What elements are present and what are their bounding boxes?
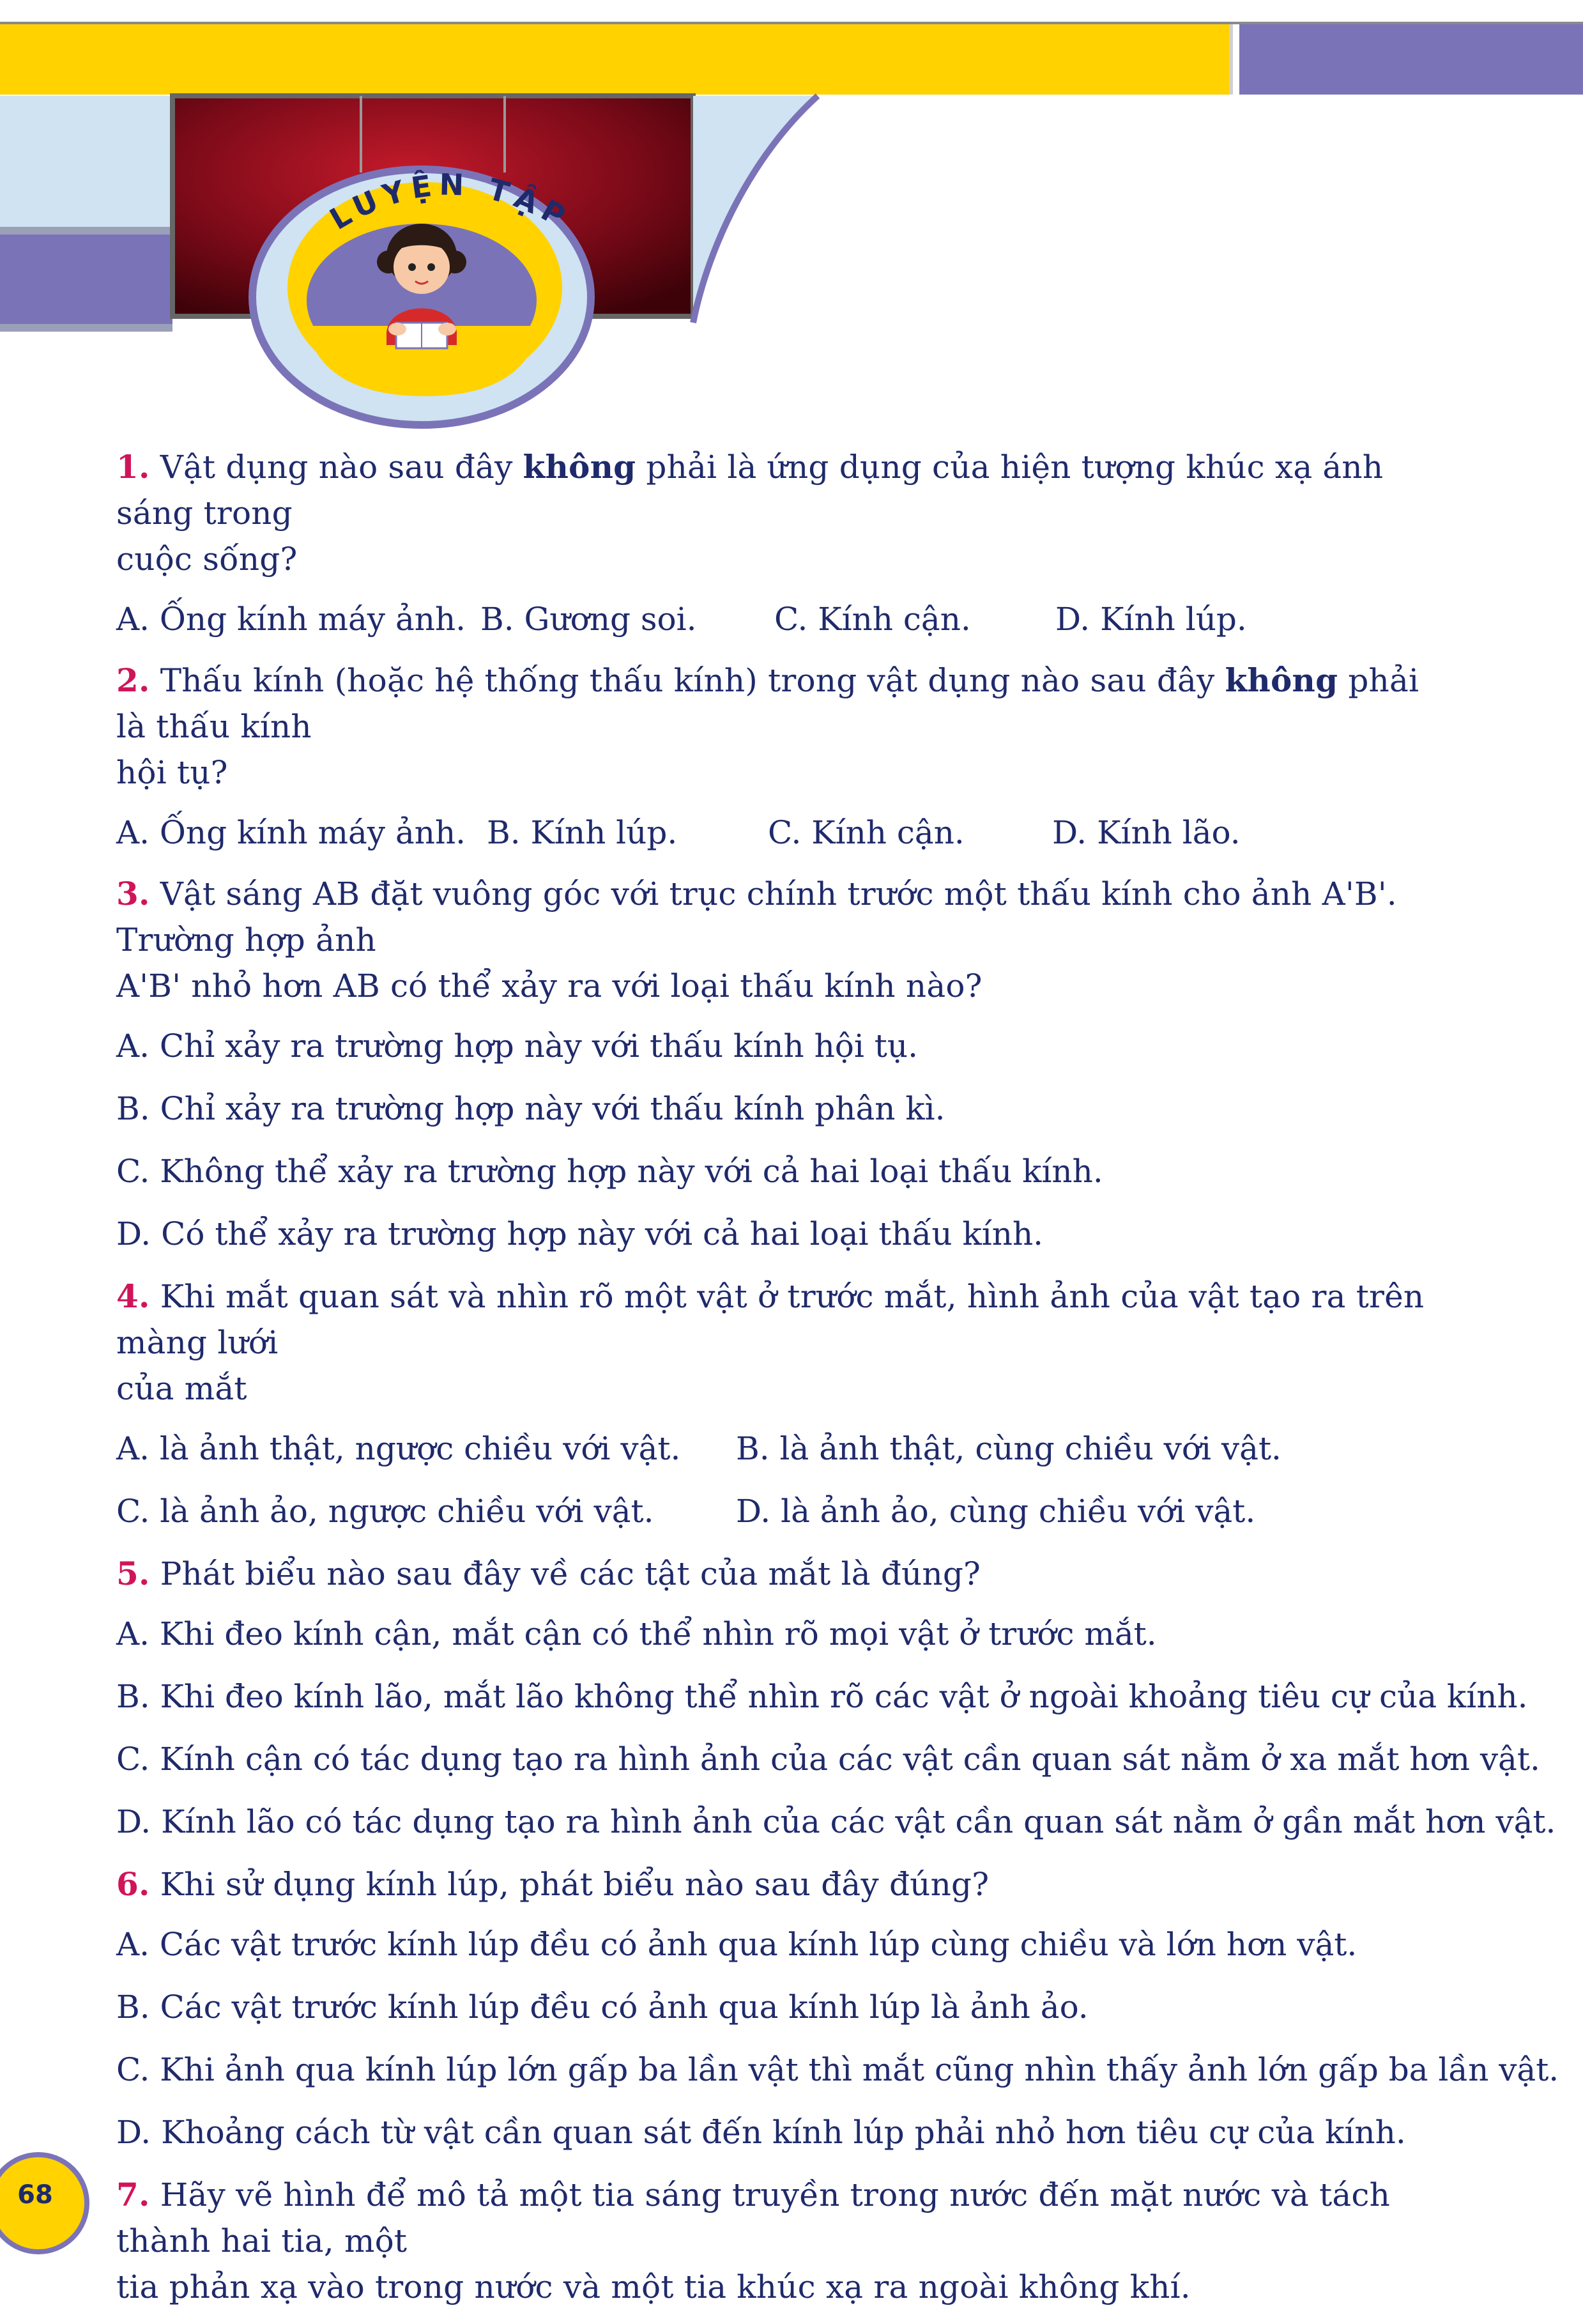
question-number: 2. [116,661,150,699]
option-d: D. Có thể xảy ra trường hợp này với cả hai loại thấu kính. [116,1215,1044,1252]
option-a: A. Các vật trước kính lúp đều có ảnh qua kính lúp cùng chiều và lớn hơn vật. [116,1926,1357,1963]
question-number: 3. [116,875,150,912]
option-b: B. Kính lúp. [487,814,678,851]
option-a: A. Ống kính máy ảnh. [116,814,466,851]
question-4 [116,1274,1426,1412]
option-c: C. Kính cận. [774,601,971,638]
question-6 [116,1861,1426,1907]
question-text: Hãy vẽ hình để mô tả một tia sáng truyền trong nước đến mặt nước và tách thành hai tia, một [116,2176,1391,2259]
question-text-line2: A'B' nhỏ hơn AB có thể xảy ra với loại thấu kính nào? [116,967,983,1004]
top-banner-purple [1239,24,1583,95]
question-text: Vật dụng nào sau đây [149,449,523,486]
question-emphasis: không [1225,661,1338,699]
question-text: phải là thấu kính [116,662,1419,745]
question-number: 5. [116,1555,150,1592]
page-number: 68 [17,2180,53,2210]
options-row [116,596,1426,642]
question-text: phải là ứng dụng của hiện tượng khúc xạ ánh sáng trong [116,449,1384,532]
option-d: D. Kính lão có tác dụng tạo ra hình ảnh của các vật cần quan sát nằm ở gần mắt hơn vật. [116,1803,1556,1840]
question-7 [116,2172,1426,2310]
question-text: Khi sử dụng kính lúp, phát biểu nào sau đây đúng? [149,1866,990,1903]
svg-text:LUYỆN TẬP [324,167,577,237]
exercise-list [116,444,1559,2324]
option-c: C. Không thể xảy ra trường hợp này với cả hai loại thấu kính. [116,1153,1103,1190]
option-c: C. Kính cận có tác dụng tạo ra hình ảnh của các vật cần quan sát nằm ở xa mắt hơn vật. [116,1741,1540,1778]
question-number: 4. [116,1277,150,1315]
question-number: 7. [116,2176,150,2213]
question-number: 1. [116,448,150,486]
question-text-line2: của mắt [116,1370,247,1407]
options-row [116,810,1426,856]
section-title-arc [316,166,585,243]
option-d: D. Khoảng cách từ vật cần quan sát đến kính lúp phải nhỏ hơn tiêu cự của kính. [116,2114,1406,2151]
option-c: C. Kính cận. [768,814,965,851]
options-row [116,1488,1426,1534]
option-a: A. Khi đeo kính cận, mắt cận có thể nhìn rõ mọi vật ở trước mắt. [116,1615,1157,1652]
option-d: D. Kính lúp. [1055,601,1247,638]
option-b: B. Khi đeo kính lão, mắt lão không thể nhìn rõ các vật ở ngoài khoảng tiêu cự của kính. [116,1678,1528,1715]
question-emphasis: không [523,448,636,486]
option-a: A. Ống kính máy ảnh. [116,601,466,638]
question-text: Phát biểu nào sau đây về các tật của mắt là đúng? [149,1555,981,1592]
options-row [116,1426,1426,1472]
question-5 [116,1551,1426,1597]
question-3 [116,871,1426,1009]
option-a: A. là ảnh thật, ngược chiều với vật. [116,1430,681,1467]
option-b: B. Chỉ xảy ra trường hợp này với thấu kính phân kì. [116,1090,945,1127]
question-text: Vật sáng AB đặt vuông góc với trục chính trước một thấu kính cho ảnh A'B'. Trường hợp ảnh [116,875,1397,958]
question-text: Thấu kính (hoặc hệ thống thấu kính) trong vật dụng nào sau đây [149,662,1225,699]
option-b: B. là ảnh thật, cùng chiều với vật. [736,1430,1281,1467]
option-d: D. Kính lão. [1052,814,1241,851]
option-b: B. Gương soi. [480,601,697,638]
option-b: B. Các vật trước kính lúp đều có ảnh qua kính lúp là ảnh ảo. [116,1989,1089,2026]
option-c: C. là ảnh ảo, ngược chiều với vật. [116,1493,654,1530]
question-text-line2: hội tụ? [116,754,228,791]
question-text-line2: tia phản xạ vào trong nước và một tia khúc xạ ra ngoài không khí. [116,2268,1191,2305]
option-a: A. Chỉ xảy ra trường hợp này với thấu kính hội tụ. [116,1027,918,1065]
question-1 [116,444,1426,582]
question-text: Khi mắt quan sát và nhìn rõ một vật ở trước mắt, hình ảnh của vật tạo ra trên màng lưới [116,1278,1425,1361]
option-c: C. Khi ảnh qua kính lúp lớn gấp ba lần vật thì mắt cũng nhìn thấy ảnh lớn gấp ba lần vật. [116,2051,1559,2088]
option-d: D. là ảnh ảo, cùng chiều với vật. [736,1493,1256,1530]
question-number: 6. [116,1865,150,1903]
section-title: LUYỆN TẬP [324,167,577,237]
question-2 [116,658,1426,796]
question-text-line2: cuộc sống? [116,541,298,578]
